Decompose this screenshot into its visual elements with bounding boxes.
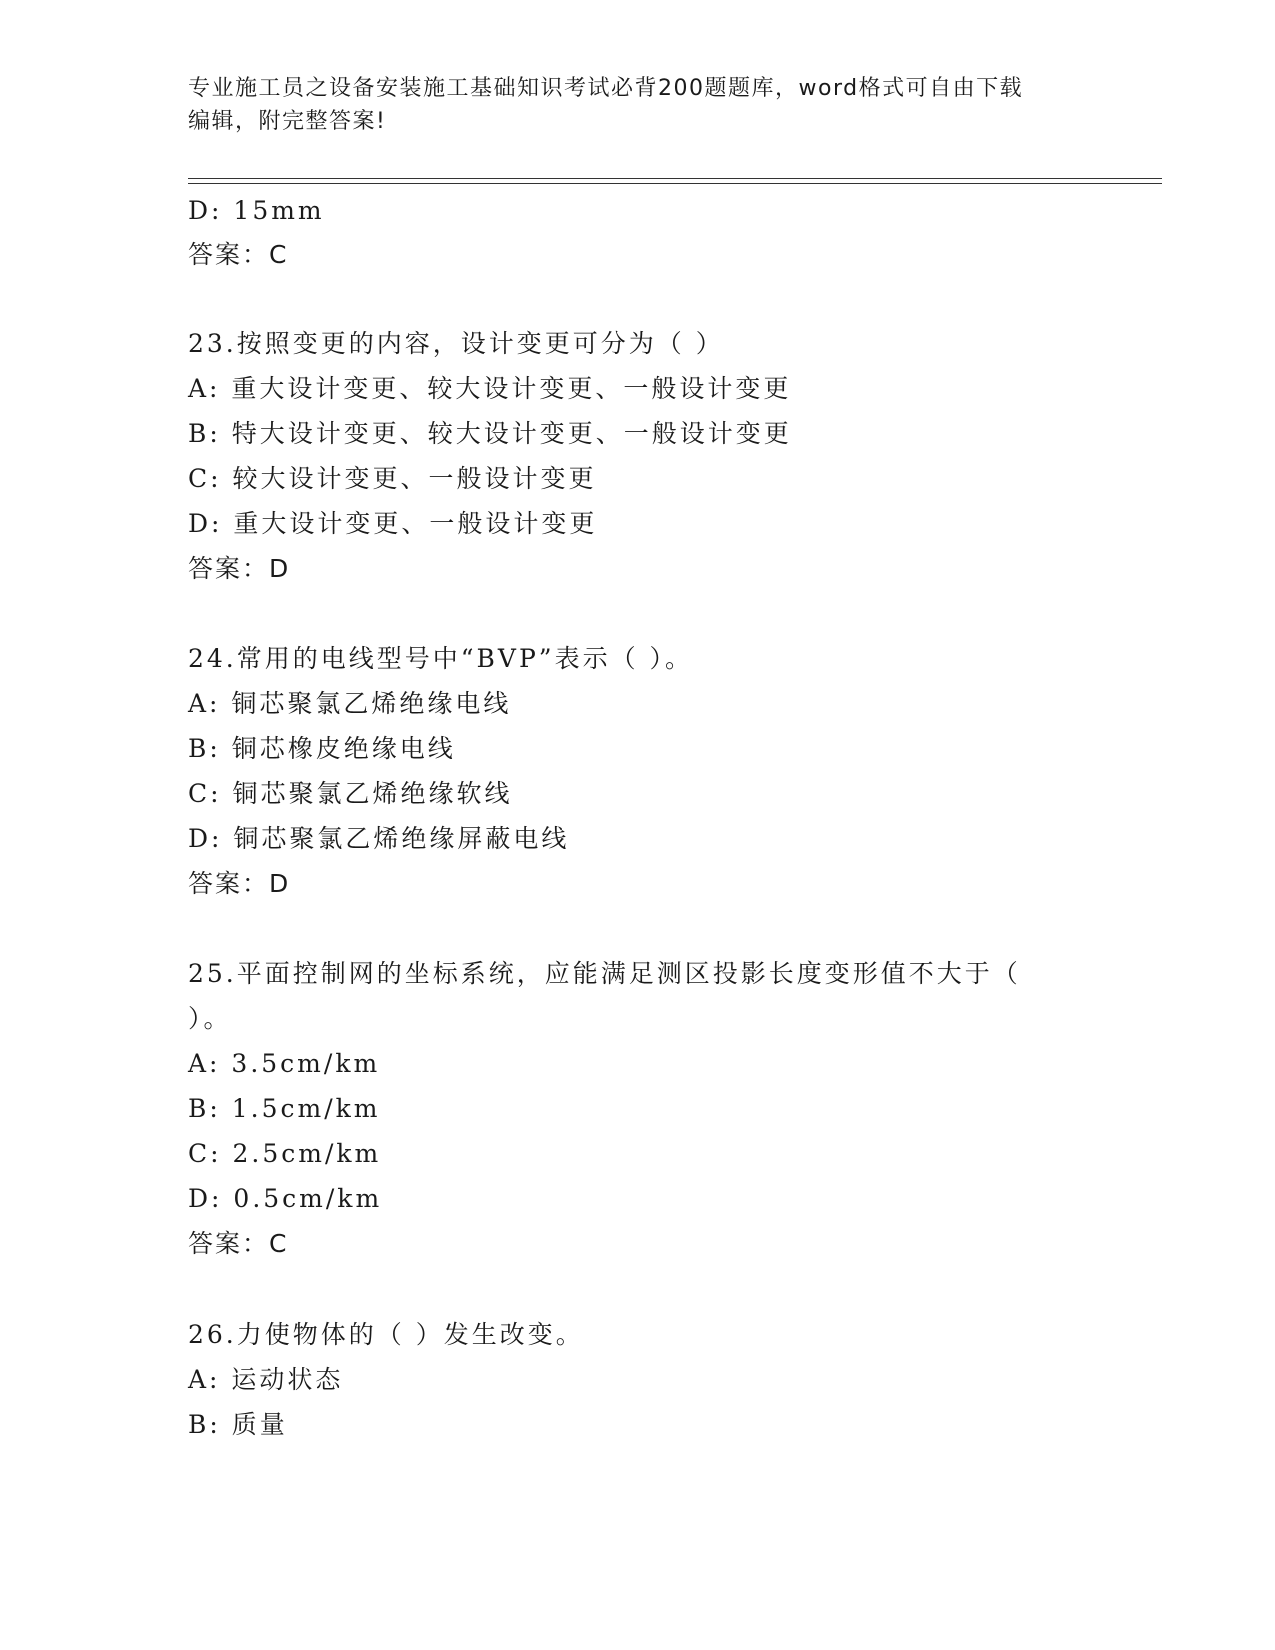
- q25-option-b: B: 1.5cm/km: [188, 1094, 381, 1123]
- q23-answer: 答案：D: [188, 554, 291, 583]
- header-divider-bottom: [188, 183, 1162, 184]
- q23-stem: 23.按照变更的内容，设计变更可分为（ ）: [188, 329, 724, 358]
- prev-answer: 答案：C: [188, 240, 289, 269]
- q24-option-a: A: 铜芯聚氯乙烯绝缘电线: [188, 689, 512, 718]
- q23-option-d: D: 重大设计变更、一般设计变更: [188, 509, 598, 538]
- q24-option-b: B: 铜芯橡皮绝缘电线: [188, 734, 456, 763]
- q26-option-a: A: 运动状态: [188, 1365, 344, 1394]
- header-line-1: 专业施工员之设备安装施工基础知识考试必背200题题库，word格式可自由下载: [188, 76, 1024, 101]
- q24-answer: 答案：D: [188, 869, 291, 898]
- prev-option-d: D: 15mm: [188, 196, 325, 225]
- document-header: [188, 72, 1088, 138]
- q25-option-d: D: 0.5cm/km: [188, 1184, 383, 1213]
- q23-option-b: B: 特大设计变更、较大设计变更、一般设计变更: [188, 419, 792, 448]
- q26-option-b: B: 质量: [188, 1410, 288, 1439]
- q25-stem-line-2: ）。: [188, 1004, 232, 1033]
- q24-option-c: C: 铜芯聚氯乙烯绝缘软线: [188, 779, 513, 808]
- q23-option-a: A: 重大设计变更、较大设计变更、一般设计变更: [188, 374, 792, 403]
- header-divider-top: [188, 178, 1162, 179]
- q25-option-a: A: 3.5cm/km: [188, 1049, 381, 1078]
- q24-stem: 24.常用的电线型号中“BVP”表示（ ）。: [188, 644, 694, 673]
- q25-answer: 答案：C: [188, 1229, 289, 1258]
- q25-option-c: C: 2.5cm/km: [188, 1139, 382, 1168]
- header-line-2: 编辑，附完整答案!: [188, 109, 387, 134]
- q25-stem-line-1: 25.平面控制网的坐标系统，应能满足测区投影长度变形值不大于（: [188, 959, 1021, 988]
- q24-option-d: D: 铜芯聚氯乙烯绝缘屏蔽电线: [188, 824, 570, 853]
- q23-option-c: C: 较大设计变更、一般设计变更: [188, 464, 597, 493]
- q26-stem: 26.力使物体的（ ）发生改变。: [188, 1320, 584, 1349]
